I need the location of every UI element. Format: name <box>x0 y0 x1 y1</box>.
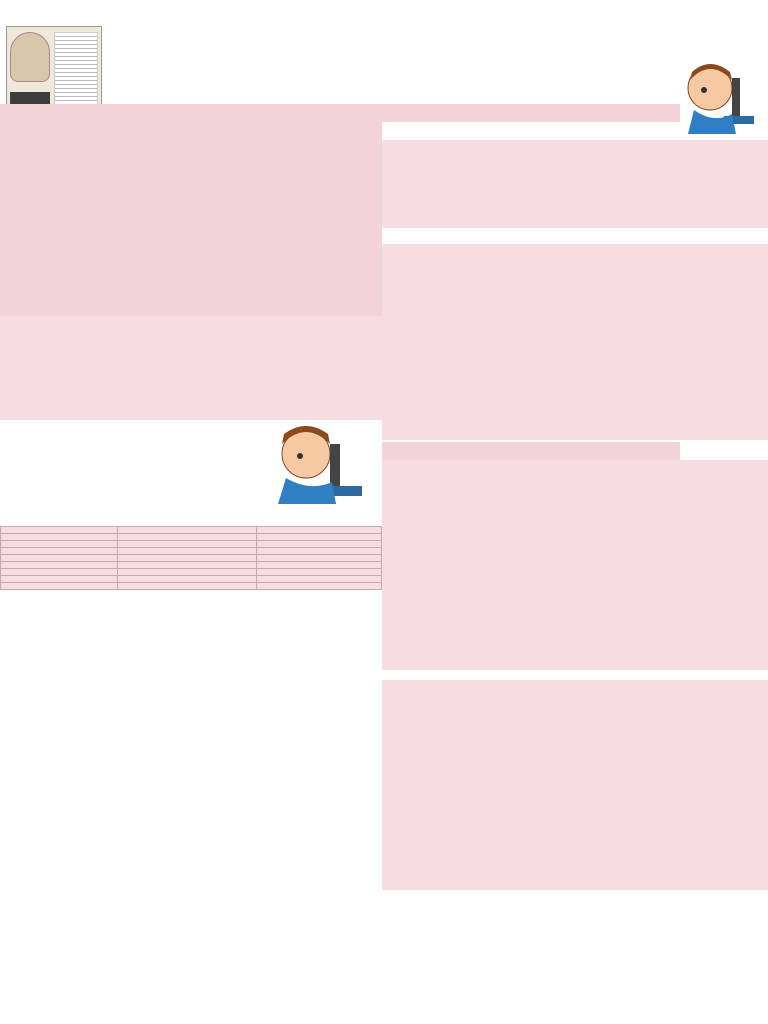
poster-title <box>0 0 768 40</box>
conclusion-section <box>382 886 768 1024</box>
header-bacilles <box>118 527 257 534</box>
materiel-box <box>382 140 768 228</box>
discussion-heading-bg <box>382 442 680 460</box>
table-row <box>1 562 382 569</box>
methode-flow <box>382 244 768 440</box>
discussion-continued <box>382 680 768 890</box>
table-header-row <box>1 527 382 534</box>
table-row <box>1 569 382 576</box>
table-row <box>1 541 382 548</box>
table-row <box>1 576 382 583</box>
table-row <box>1 555 382 562</box>
header-anaerobies <box>257 527 382 534</box>
discussion-section <box>382 460 768 670</box>
knee-prosthesis-image <box>10 32 50 82</box>
scientist-microscope-icon <box>266 420 374 504</box>
table-row <box>1 548 382 555</box>
table-row <box>1 534 382 541</box>
header-cocci <box>1 527 118 534</box>
materiel-methode-heading-bg <box>382 104 680 122</box>
table-row <box>1 583 382 590</box>
introduction-section <box>0 104 382 316</box>
objective-section <box>0 316 382 420</box>
germs-table <box>0 526 382 590</box>
